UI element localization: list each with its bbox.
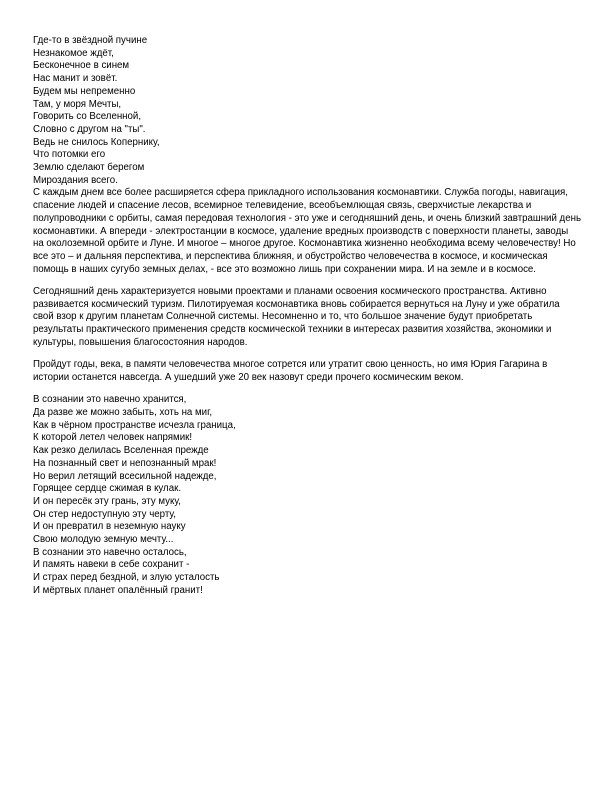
poem-line: Ведь не снилось Копернику, (33, 136, 160, 148)
poem-line: Да разве же можно забыть, хоть на миг, (33, 407, 213, 419)
poem-line: И он превратил в неземную науку (33, 521, 186, 533)
paragraph-legacy: Пройдут годы, века, в памяти человечества многое сотрется или утратит свою ценность, но имя Юрия Гагарина в истории останется навсегда. А ушедший уже 20 век назовут среди прочего космическим веком. (33, 359, 548, 383)
poem-line: И он пересёк эту грань, эту муку, (33, 495, 181, 507)
poem-line: И страх перед бездной, и злую усталость (33, 572, 220, 584)
poem-line: Он стер недоступную эту черту, (33, 508, 176, 520)
poem-line: Говорить со Вселенной, (33, 111, 142, 123)
poem-line: Как в чёрном пространстве исчезла граница, (33, 419, 236, 431)
document-page (33, 35, 581, 598)
poem-line: Свою молодую земную мечту... (33, 534, 174, 546)
poem-line: В сознании это навечно хранится, (33, 394, 187, 406)
poem-line: Нас манит и зовёт. (33, 73, 118, 85)
poem-line: Но верил летящий всесильной надежде, (33, 470, 217, 482)
poem-line: Там, у моря Мечты, (33, 98, 122, 110)
poem-line: Бесконечное в синем (33, 60, 130, 72)
poem-line: Где-то в звёздной пучине (33, 35, 148, 46)
poem-line: Мироздания всего. (33, 174, 118, 186)
closing-poem (33, 394, 581, 597)
poem-line: И память навеки в себе сохранит - (33, 559, 190, 571)
poem-line: К которой летел человек напрямик! (33, 432, 193, 444)
poem-line: Будем мы непременно (33, 85, 136, 97)
poem-line: Землю сделают берегом (33, 162, 145, 174)
poem-line: Горящее сердце сжимая в кулак. (33, 483, 182, 495)
poem-line: Незнакомое ждёт, (33, 47, 114, 59)
paragraph-projects: Сегодняшний день характеризуется новыми проектами и планами освоения космического пространства. Активно развивается космический туризм. Пилотируемая космонавтика вновь собирается вернуться на Луну и уже обратила свой взор к другим планетам Солнечной системы. Несомненно и то, что большое значение будут приобретать результаты практического применения средств космической техники в интересах развития хозяйства, экономики и культуры, повышения благосостояния народов. (33, 286, 560, 348)
poem-line: В сознании это навечно осталось, (33, 546, 187, 558)
poem-line: И мёртвых планет опалённый гранит! (33, 584, 203, 596)
opening-poem (33, 35, 581, 187)
poem-line: Что потомки его (33, 149, 106, 161)
poem-line: Как резко делилась Вселенная прежде (33, 445, 209, 457)
poem-line: Словно с другом на "ты". (33, 123, 146, 135)
paragraph-applications: С каждым днем все более расширяется сфера прикладного использования космонавтики. Служба погоды, навигация, спасение людей и спасение лесов, всемирное телевидение, всеобъемлющая связь, сверхчистые лекарства и полупроводники с орбиты, самая передовая технология - это уже и сегодняшний день, и очень близкий завтрашний день космонавтики. А впереди - электростанции в космосе, удаление вредных производств с поверхности планеты, заводы на околоземной орбите и Луне. И многое – многое другое. Космонавтика жизненно необходима всему человечеству! Но все это – и дальняя перспектива, и перспектива ближняя, и обустройство человечества в космосе, и космическая помощь в наших сугубо земных делах, - все это возможно лишь при сохранении мира. И на земле и в космосе. (33, 187, 581, 275)
poem-line: На познанный свет и непознанный мрак! (33, 457, 217, 469)
